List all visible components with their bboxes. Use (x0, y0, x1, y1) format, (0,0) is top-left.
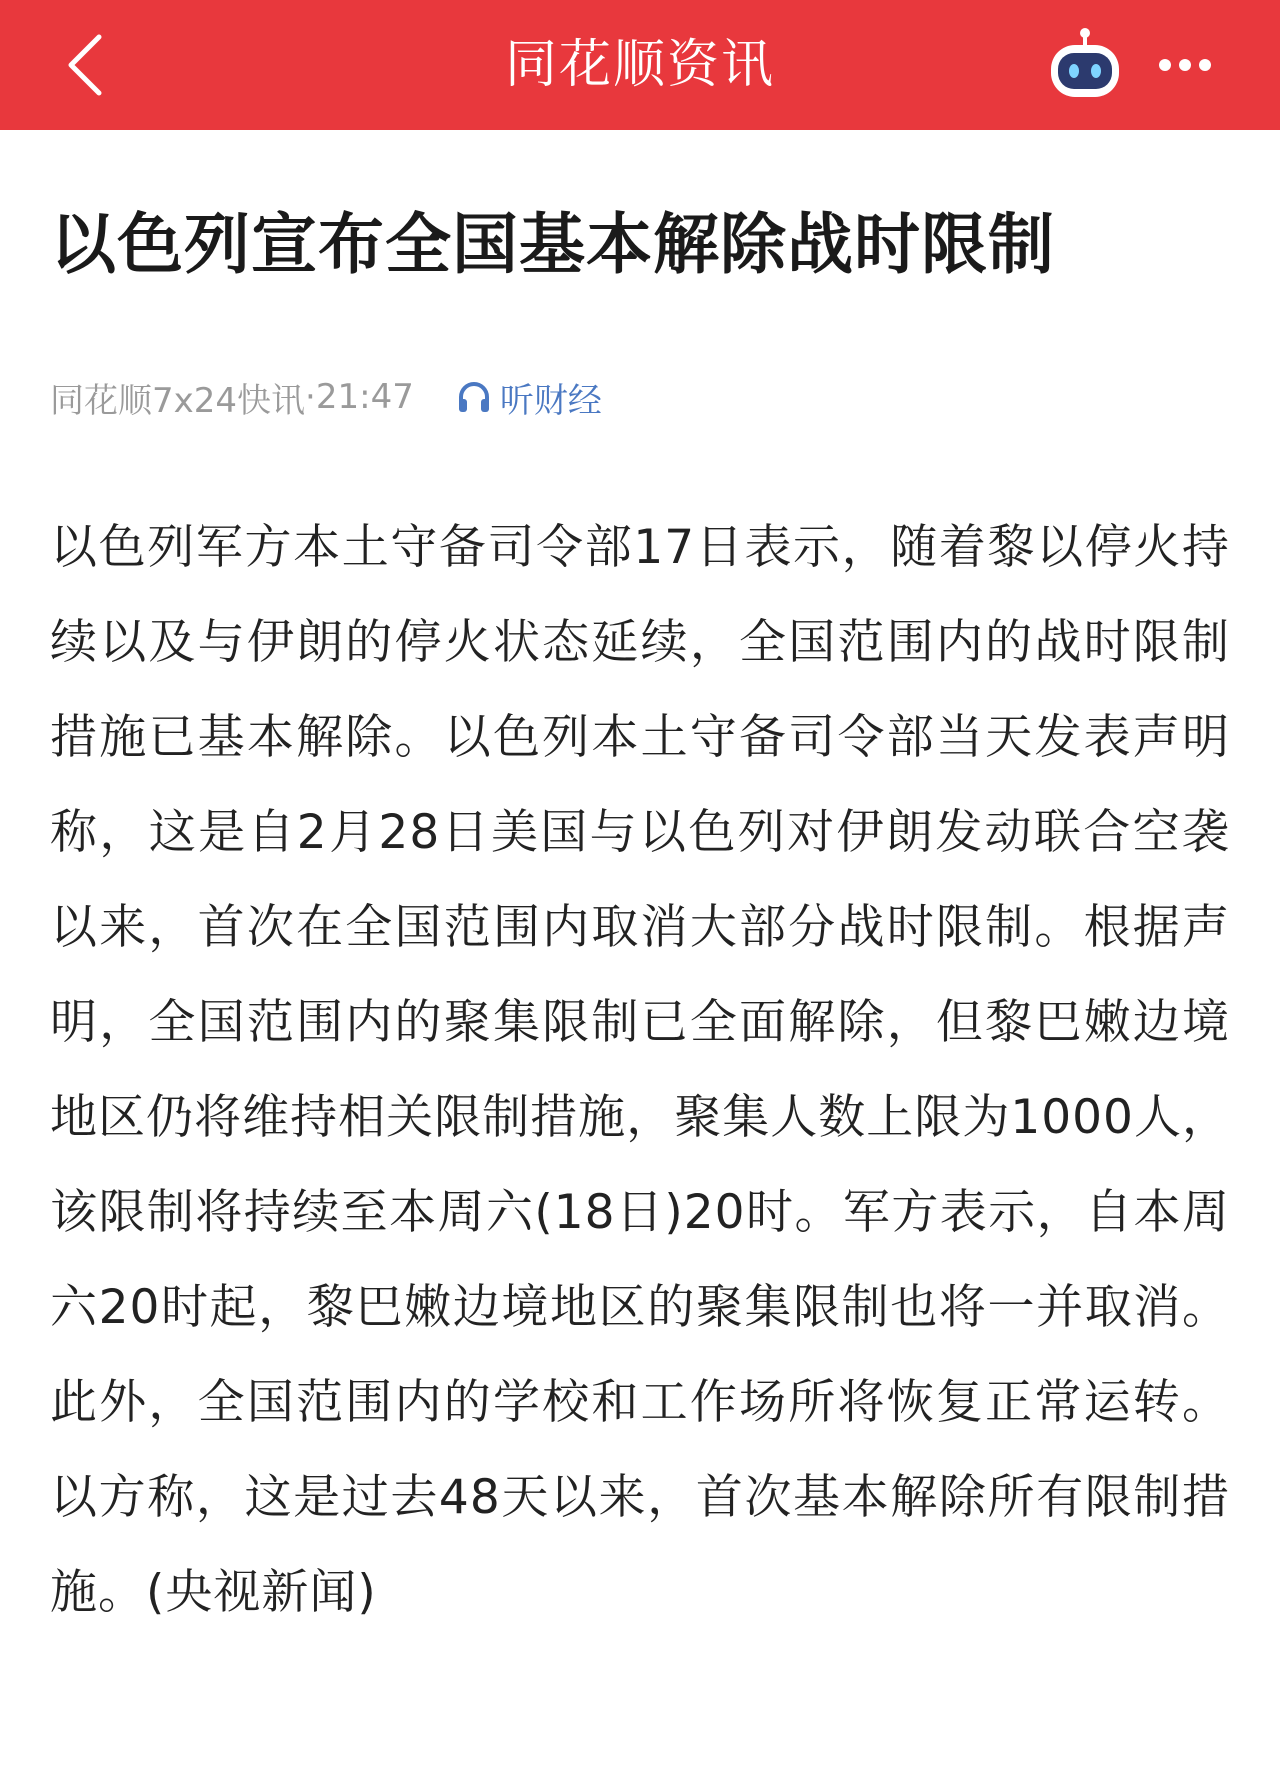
robot-assistant-icon (1045, 25, 1125, 105)
article-meta (50, 372, 602, 422)
article-source: 同花顺7x24快讯 (50, 380, 306, 421)
ai-assistant-button[interactable] (1045, 25, 1125, 105)
time-separator: · (305, 377, 316, 417)
chevron-left-icon (65, 33, 105, 97)
headphones-icon (456, 379, 492, 415)
app-title: 同花顺资讯 (504, 35, 775, 95)
more-button[interactable] (1145, 35, 1225, 95)
article-title: 以色列宣布全国基本解除战时限制 (50, 206, 1055, 283)
article-body: 以色列军方本土守备司令部17日表示，随着黎以停火持续以及与伊朗的停火状态延续，全国范围内的战时限制措施已基本解除。以色列本土守备司令部当天发表声明称，这是自2月28日美国与以色列对伊朗发动联合空袭以来，首次在全国范围内取消大部分战时限制。根据声明，全国范围内的聚集限制已全面解除，但黎巴嫩边境地区仍将维持相关限制措施，聚集人数上限为1000人，该限制将持续至本周六(18日)20时。军方表示，自本周六20时起，黎巴嫩边境地区的聚集限制也将一并取消。此外，全国范围内的学校和工作场所将恢复正常运转。以方称，这是过去48天以来，首次基本解除所有限制措施。(央视新闻) (50, 520, 1230, 1620)
more-dots-icon (1157, 57, 1213, 73)
listen-finance-button[interactable] (456, 373, 602, 422)
article-time: 21:47 (315, 377, 414, 417)
back-button[interactable] (50, 22, 120, 108)
top-navigation-bar (0, 0, 1280, 130)
listen-label: 听财经 (499, 380, 602, 421)
